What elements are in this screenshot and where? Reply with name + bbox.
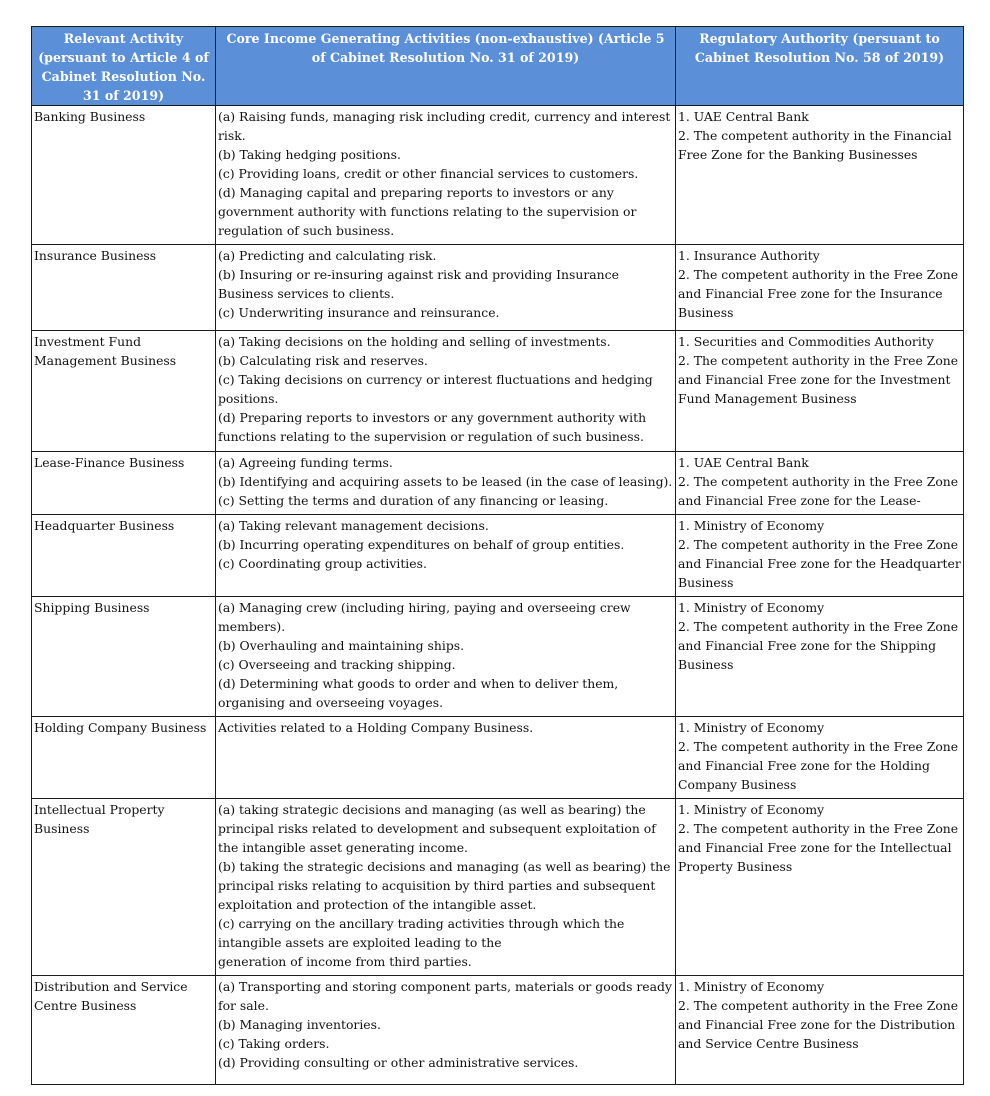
authority-item: 2. The competent authority in the Free Zone and Financial Free zone for the Distribution and Service Centre Business <box>678 998 959 1051</box>
core-activity-item: (b) Taking hedging positions. <box>218 147 401 162</box>
core-activities-cell <box>216 799 676 976</box>
regulatory-authority-cell <box>676 245 964 331</box>
core-activity-item: (a) Managing crew (including hiring, paying and overseeing crew members). <box>218 600 631 634</box>
activity-cell: Intellectual Property Business <box>32 799 216 976</box>
activity-cell: Banking Business <box>32 106 216 245</box>
core-activity-item: (b) Insuring or re-insuring against risk and providing Insurance Business services to clients. <box>218 267 619 301</box>
core-activity-item: (a) Raising funds, managing risk including credit, currency and interest risk. <box>218 109 671 143</box>
authority-item: 1. Ministry of Economy <box>678 802 825 817</box>
table-row <box>32 515 964 597</box>
table-row <box>32 331 964 452</box>
core-activity-item: (a) Transporting and storing component parts, materials or goods ready for sale. <box>218 979 672 1013</box>
regulatory-authority-cell <box>676 976 964 1085</box>
core-activity-item: (a) taking strategic decisions and managing (as well as bearing) the principal risks related to development and subsequent exploitation of the intangible asset generating income. <box>218 802 656 855</box>
table-row <box>32 106 964 245</box>
core-activities-cell <box>216 331 676 452</box>
core-activity-item: (b) Calculating risk and reserves. <box>218 353 428 368</box>
activity-cell: Investment Fund Management Business <box>32 331 216 452</box>
authority-item: 2. The competent authority in the Free Zone and Financial Free zone for the Headquarter Business <box>678 537 961 590</box>
table-row <box>32 976 964 1085</box>
core-activities-cell <box>216 106 676 245</box>
core-activity-item: (c) Providing loans, credit or other financial services to customers. <box>218 166 639 181</box>
core-activities-cell <box>216 515 676 597</box>
regulatory-authority-cell <box>676 597 964 717</box>
core-activity-item: (a) Agreeing funding terms. <box>218 455 393 470</box>
header-relevant-activity: Relevant Activity (persuant to Article 4 of Cabinet Resolution No. 31 of 2019) <box>32 27 216 106</box>
authority-item: 1. Insurance Authority <box>678 248 820 263</box>
authority-item: 1. UAE Central Bank <box>678 109 809 124</box>
authority-item: 1. Ministry of Economy <box>678 600 825 615</box>
core-activity-item: (b) Identifying and acquiring assets to be leased (in the case of leasing). <box>218 474 673 489</box>
authority-item: 2. The competent authority in the Free Zone and Financial Free zone for the Shipping Business <box>678 619 959 672</box>
core-activity-item: (c) Taking decisions on currency or interest fluctuations and hedging positions. <box>218 372 653 406</box>
regulatory-authority-cell <box>676 515 964 597</box>
core-activity-item: Activities related to a Holding Company Business. <box>218 720 534 735</box>
core-activity-item: generation of income from third parties. <box>218 954 472 969</box>
header-core-income-activities: Core Income Generating Activities (non-exhaustive) (Article 5 of Cabinet Resolution No. 31 of 2019) <box>216 27 676 106</box>
activity-cell: Shipping Business <box>32 597 216 717</box>
authority-item: 1. UAE Central Bank <box>678 455 809 470</box>
authority-item: 2. The competent authority in the Financial Free Zone for the Banking Businesses <box>678 128 952 162</box>
table-row <box>32 245 964 331</box>
activity-cell: Headquarter Business <box>32 515 216 597</box>
core-activity-item: (b) Managing inventories. <box>218 1017 381 1032</box>
regulatory-authority-cell <box>676 106 964 245</box>
core-activity-item: (c) Setting the terms and duration of any financing or leasing. <box>218 493 609 508</box>
core-activity-item: (d) Preparing reports to investors or any government authority with functions relating to the supervision or regulation of such business. <box>218 410 647 444</box>
authority-item: 1. Ministry of Economy <box>678 720 825 735</box>
core-activities-cell <box>216 245 676 331</box>
header-regulatory-authority: Regulatory Authority (persuant to Cabinet Resolution No. 58 of 2019) <box>676 27 964 106</box>
activity-cell: Insurance Business <box>32 245 216 331</box>
core-activity-item: (a) Predicting and calculating risk. <box>218 248 437 263</box>
core-activity-item: (a) Taking decisions on the holding and selling of investments. <box>218 334 611 349</box>
activity-cell: Lease-Finance Business <box>32 452 216 515</box>
activity-cell: Distribution and Service Centre Business <box>32 976 216 1085</box>
table-row <box>32 717 964 799</box>
core-activity-item: (a) Taking relevant management decisions. <box>218 518 489 533</box>
table-row <box>32 597 964 717</box>
core-activity-item: (d) Determining what goods to order and when to deliver them, organising and overseeing voyages. <box>218 676 619 710</box>
authority-item: 2. The competent authority in the Free Zone and Financial Free zone for the Holding Company Business <box>678 739 959 792</box>
core-activity-item: (d) Managing capital and preparing reports to investors or any government authority with functions relating to the supervision or regulation of such business. <box>218 185 637 238</box>
core-activity-item: (c) Underwriting insurance and reinsurance. <box>218 305 500 320</box>
regulatory-authority-cell <box>676 799 964 976</box>
activity-cell: Holding Company Business <box>32 717 216 799</box>
core-activity-item: (b) taking the strategic decisions and managing (as well as bearing) the principal risks relating to acquisition by third parties and subsequent exploitation and protection of the intangible asset. <box>218 859 671 912</box>
core-activity-item: (b) Incurring operating expenditures on behalf of group entities. <box>218 537 625 552</box>
core-activities-cell <box>216 452 676 515</box>
core-activities-cell <box>216 976 676 1085</box>
table-row <box>32 799 964 976</box>
regulatory-authority-cell <box>676 452 964 515</box>
authority-item: 2. The competent authority in the Free Zone and Financial Free zone for the Insurance Business <box>678 267 959 320</box>
core-activity-item: (c) Coordinating group activities. <box>218 556 427 571</box>
core-activities-cell <box>216 597 676 717</box>
authority-item: 1. Ministry of Economy <box>678 518 825 533</box>
regulatory-authority-cell <box>676 331 964 452</box>
authority-item: 1. Securities and Commodities Authority <box>678 334 934 349</box>
authority-item: 2. The competent authority in the Free Zone and Financial Free zone for the Lease- <box>678 474 959 508</box>
core-activity-item: (c) carrying on the ancillary trading activities through which the intangible assets are exploited leading to the <box>218 916 625 950</box>
table-body <box>32 106 964 1085</box>
core-activity-item: (b) Overhauling and maintaining ships. <box>218 638 465 653</box>
table-row <box>32 452 964 515</box>
authority-item: 1. Ministry of Economy <box>678 979 825 994</box>
core-activity-item: (c) Taking orders. <box>218 1036 330 1051</box>
core-activity-item: (d) Providing consulting or other administrative services. <box>218 1055 579 1070</box>
relevant-activities-table <box>31 26 964 1085</box>
authority-item: 2. The competent authority in the Free Zone and Financial Free zone for the Investment Fund Management Business <box>678 353 959 406</box>
header-row <box>32 27 964 106</box>
core-activity-item: (c) Overseeing and tracking shipping. <box>218 657 456 672</box>
regulatory-authority-cell <box>676 717 964 799</box>
authority-item: 2. The competent authority in the Free Zone and Financial Free zone for the Intellectual Property Business <box>678 821 959 874</box>
core-activities-cell <box>216 717 676 799</box>
